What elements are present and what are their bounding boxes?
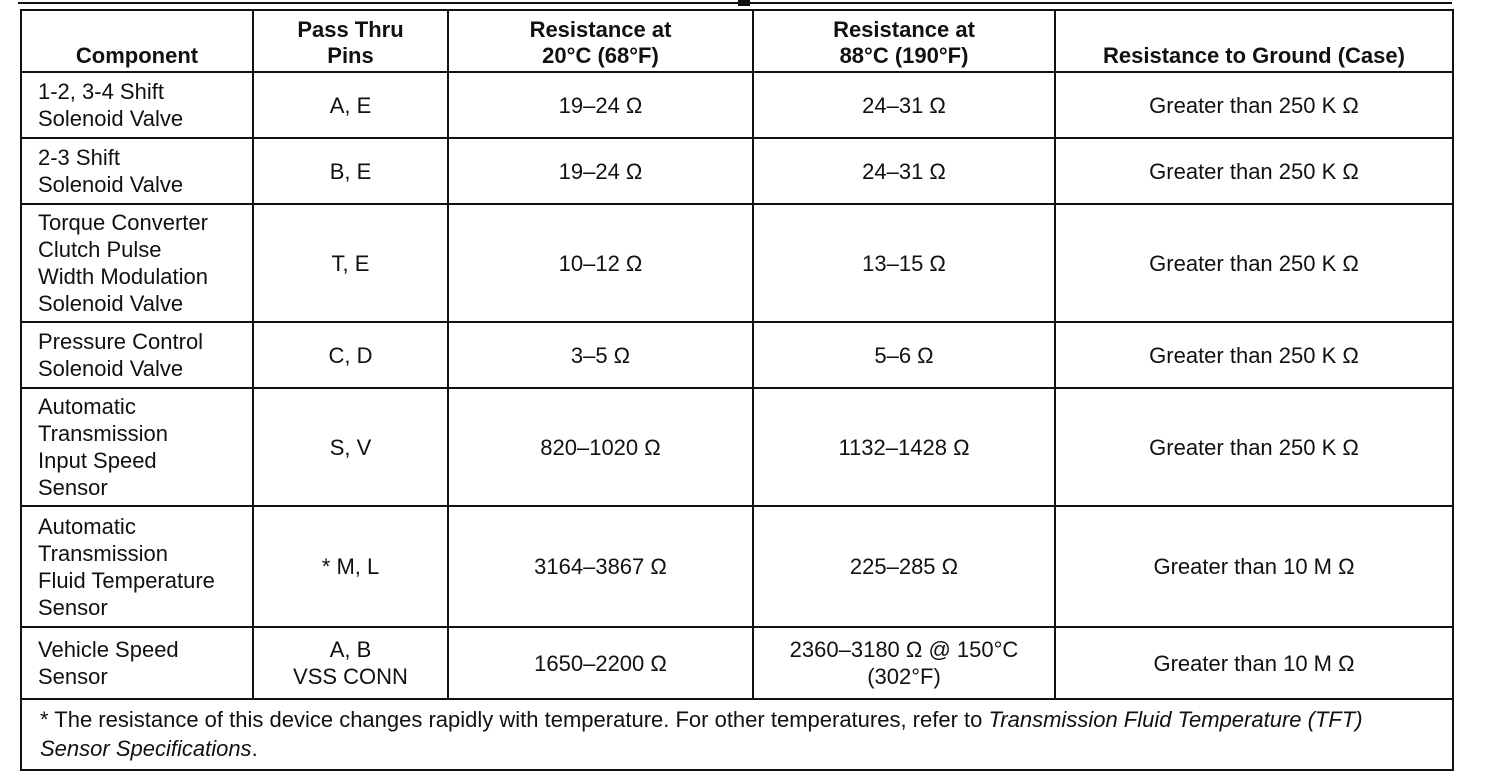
ground-cell: Greater than 250 K Ω bbox=[1055, 388, 1453, 506]
component-cell: Automatic Transmission Input Speed Sensor bbox=[21, 388, 253, 506]
res20-cell: 10–12 Ω bbox=[448, 204, 753, 322]
component-cell: Torque Converter Clutch Pulse Width Modulation Solenoid Valve bbox=[21, 204, 253, 322]
footnote-text: * The resistance of this device changes rapidly with temperature. For other temperatures, refer to bbox=[40, 706, 989, 732]
header-resistance-ground: Resistance to Ground (Case) bbox=[1055, 10, 1453, 72]
pins-cell: B, E bbox=[253, 138, 448, 204]
ground-cell: Greater than 250 K Ω bbox=[1055, 204, 1453, 322]
res20-cell: 820–1020 Ω bbox=[448, 388, 753, 506]
footnote bbox=[21, 699, 1453, 770]
header-component: Component bbox=[21, 10, 253, 72]
res20-cell: 3–5 Ω bbox=[448, 322, 753, 388]
pins-cell: A, E bbox=[253, 72, 448, 138]
component-cell: Pressure Control Solenoid Valve bbox=[21, 322, 253, 388]
resistance-spec-table bbox=[20, 9, 1454, 771]
footnote-row bbox=[21, 699, 1453, 770]
ground-cell: Greater than 10 M Ω bbox=[1055, 506, 1453, 627]
ground-cell: Greater than 250 K Ω bbox=[1055, 322, 1453, 388]
pins-cell: * M, L bbox=[253, 506, 448, 627]
table-row bbox=[21, 388, 1453, 506]
ground-cell: Greater than 250 K Ω bbox=[1055, 72, 1453, 138]
res88-cell: 225–285 Ω bbox=[753, 506, 1055, 627]
res20-cell: 19–24 Ω bbox=[448, 72, 753, 138]
res88-cell: 24–31 Ω bbox=[753, 72, 1055, 138]
res88-cell: 5–6 Ω bbox=[753, 322, 1055, 388]
ground-cell: Greater than 250 K Ω bbox=[1055, 138, 1453, 204]
ground-cell: Greater than 10 M Ω bbox=[1055, 627, 1453, 699]
header-pins: Pass Thru Pins bbox=[253, 10, 448, 72]
footnote-reference: Transmission Fluid Temperature (TFT) Sensor Specifications bbox=[40, 706, 1363, 761]
footnote-end: . bbox=[251, 735, 258, 761]
component-cell: 2-3 Shift Solenoid Valve bbox=[21, 138, 253, 204]
res20-cell: 3164–3867 Ω bbox=[448, 506, 753, 627]
header-resistance-88c: Resistance at 88°C (190°F) bbox=[753, 10, 1055, 72]
table-row bbox=[21, 506, 1453, 627]
component-cell: Vehicle Speed Sensor bbox=[21, 627, 253, 699]
component-cell: Automatic Transmission Fluid Temperature Sensor bbox=[21, 506, 253, 627]
res88-cell: 2360–3180 Ω @ 150°C (302°F) bbox=[753, 627, 1055, 699]
res88-cell: 24–31 Ω bbox=[753, 138, 1055, 204]
pins-cell: S, V bbox=[253, 388, 448, 506]
component-cell: 1-2, 3-4 Shift Solenoid Valve bbox=[21, 72, 253, 138]
pins-cell: C, D bbox=[253, 322, 448, 388]
pins-cell: A, B VSS CONN bbox=[253, 627, 448, 699]
table-row bbox=[21, 322, 1453, 388]
pins-cell: T, E bbox=[253, 204, 448, 322]
header-row bbox=[21, 10, 1453, 72]
res88-cell: 1132–1428 Ω bbox=[753, 388, 1055, 506]
table-row bbox=[21, 138, 1453, 204]
res20-cell: 19–24 Ω bbox=[448, 138, 753, 204]
title-glyph-remnant bbox=[738, 0, 750, 6]
res88-cell: 13–15 Ω bbox=[753, 204, 1055, 322]
table-row bbox=[21, 72, 1453, 138]
title-underline bbox=[18, 2, 1452, 4]
header-resistance-20c: Resistance at 20°C (68°F) bbox=[448, 10, 753, 72]
table-row bbox=[21, 204, 1453, 322]
table-row bbox=[21, 627, 1453, 699]
res20-cell: 1650–2200 Ω bbox=[448, 627, 753, 699]
